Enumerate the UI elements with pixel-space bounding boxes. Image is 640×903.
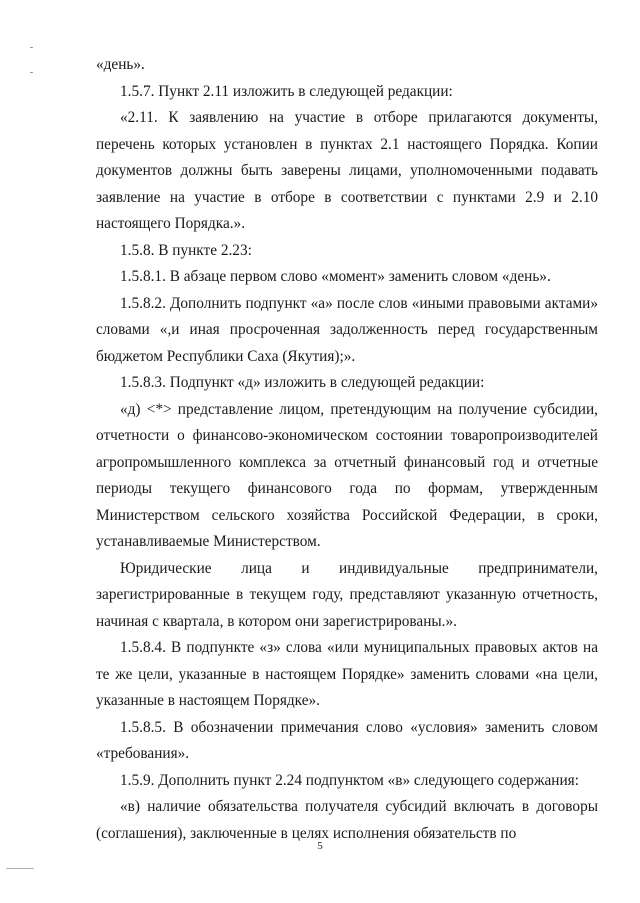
scan-artifact: [6, 868, 34, 869]
paragraph-continuation: «день».: [96, 56, 145, 73]
paragraph-item-1-5-8-1: 1.5.8.1. В абзаце первом слово «момент» заменить словом «день».: [120, 268, 551, 285]
document-body: [96, 52, 598, 847]
paragraph-item-1-5-8: 1.5.8. В пункте 2.23:: [120, 241, 252, 259]
scan-artifact: [30, 47, 33, 48]
paragraph-legal-entities: Юридические лица и индивидуальные предприниматели, зарегистрированные в текущем году, представляют указанную отчетность, начиная с квартала, в котором они зарегистрированы.».: [96, 559, 598, 630]
paragraph-item-1-5-8-4: 1.5.8.4. В подпункте «з» слова «или муниципальных правовых актов на те же цели, указанные в настоящем Порядке» заменить словами «на цели, указанные в настоящем Порядке».: [96, 639, 598, 709]
paragraph-quote-v: «в) наличие обязательства получателя субсидий включать в договоры (соглашения), заключенные в целях исполнения обязательств по: [96, 798, 598, 842]
paragraph-quote-d: «д) <*> представление лицом, претендующим на получение субсидии, отчетности о финансово-экономическом состоянии товаропроизводителей агропромышленного комплекса за отчетный финансовый год и отчетные периоды текущего финансового года по формам, утвержденным Министерством сельского хозяйства Российской Федерации, в сроки, устанавливаемые Министерством.: [96, 400, 598, 550]
scan-artifact: [30, 72, 33, 73]
paragraph-item-1-5-8-3: 1.5.8.3. Подпункт «д» изложить в следующей редакции:: [120, 374, 485, 391]
paragraph-item-1-5-8-2: 1.5.8.2. Дополнить подпункт «а» после слов «иными правовыми актами» словами «,и иная просроченная задолженность перед государственным бюджетом Республики Саха (Якутия);».: [96, 294, 598, 365]
paragraph-quote-2-11: «2.11. К заявлению на участие в отборе прилагаются документы, перечень которых установлен в пунктах 2.1 настоящего Порядка. Копии документов должны быть заверены лицами, уполномоченными подавать заявление на участие в отборе в соответствии с пунктами 2.9 и 2.10 настоящего Порядка.».: [96, 109, 598, 232]
paragraph-item-1-5-9: 1.5.9. Дополнить пункт 2.24 подпунктом «в» следующего содержания:: [120, 771, 579, 789]
paragraph-item-1-5-8-5: 1.5.8.5. В обозначении примечания слово «условия» заменить словом «требования».: [96, 718, 598, 762]
paragraph-item-1-5-7: 1.5.7. Пункт 2.11 изложить в следующей редакции:: [120, 82, 453, 100]
page-number: 5: [317, 840, 323, 852]
